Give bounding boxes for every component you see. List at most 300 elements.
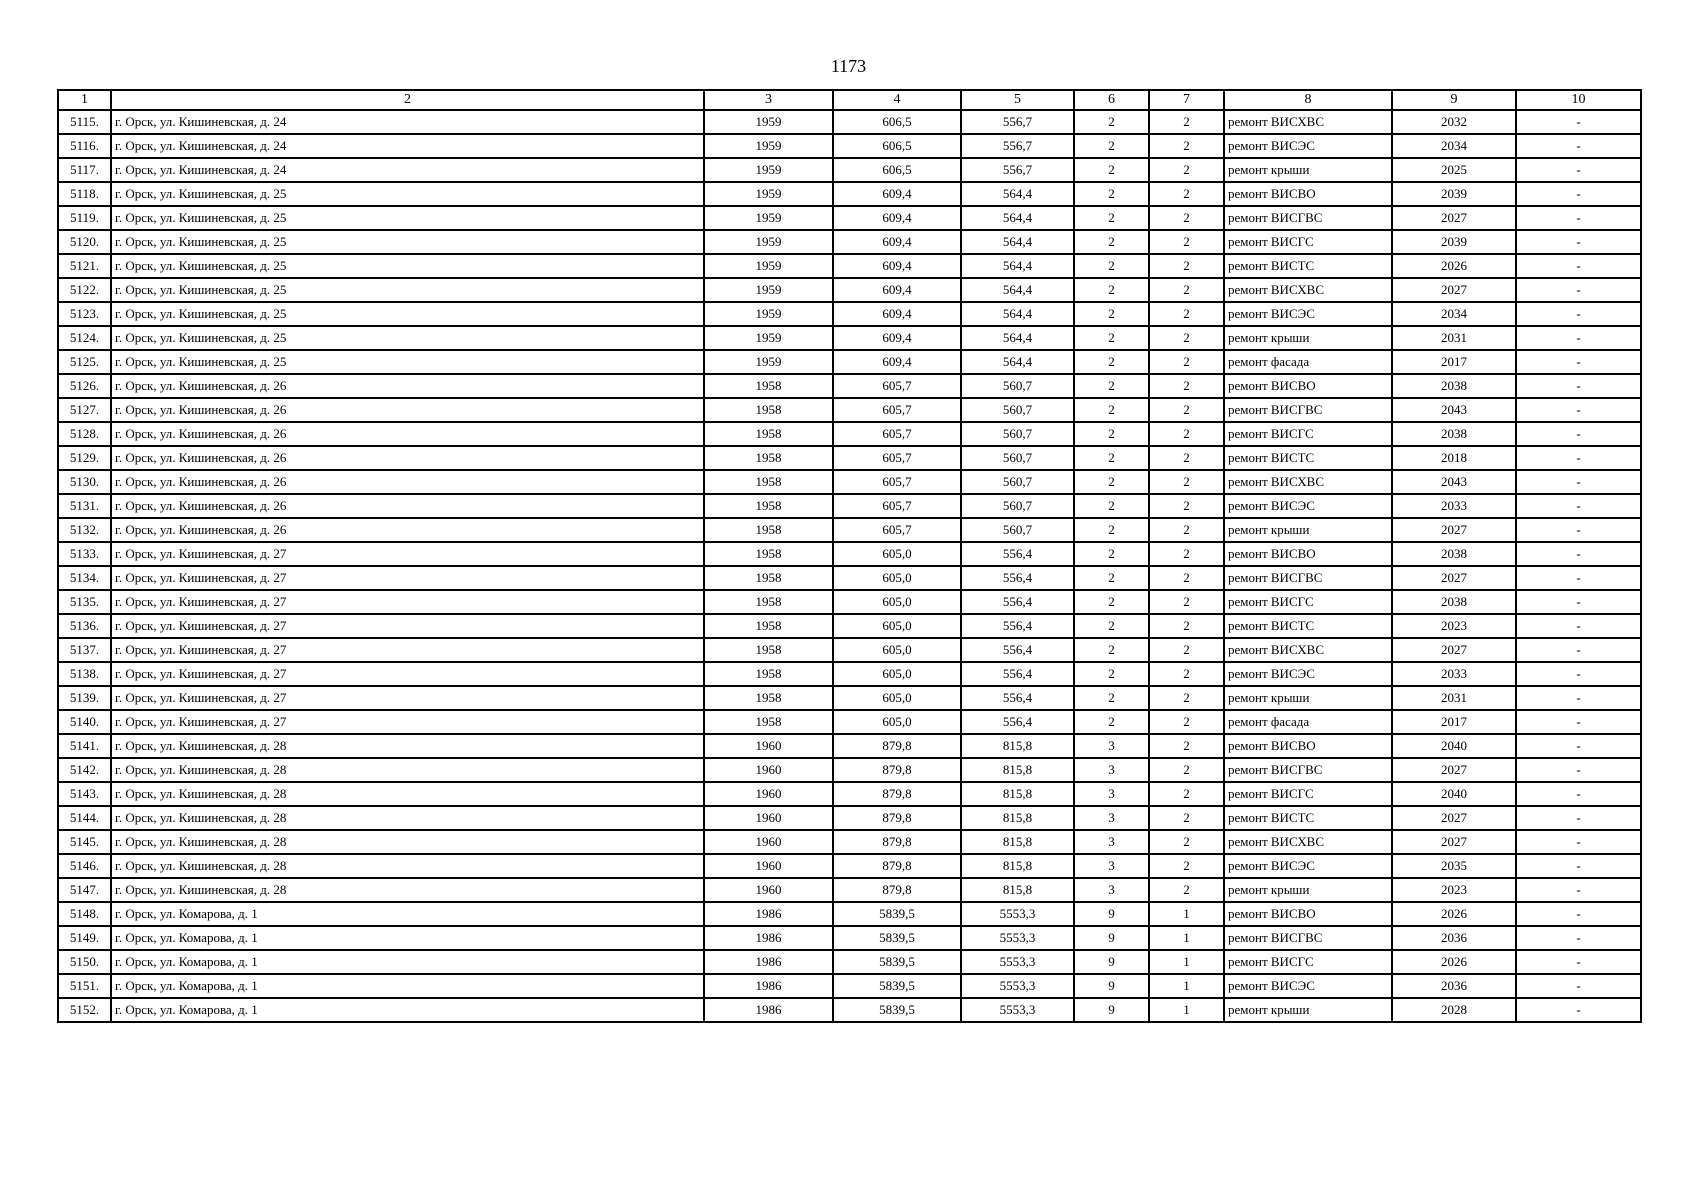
note-cell: -	[1516, 638, 1641, 662]
living-area-cell: 815,8	[961, 854, 1074, 878]
total-area-cell: 5839,5	[833, 950, 961, 974]
column-header-1: 1	[58, 90, 111, 110]
floors-cell: 3	[1074, 782, 1149, 806]
floors-cell: 3	[1074, 878, 1149, 902]
floors-cell: 2	[1074, 638, 1149, 662]
note-cell: -	[1516, 590, 1641, 614]
living-area-cell: 564,4	[961, 302, 1074, 326]
entrances-cell: 2	[1149, 158, 1224, 182]
row-number-cell: 5130.	[58, 470, 111, 494]
floors-cell: 9	[1074, 926, 1149, 950]
year-cell: 1959	[704, 158, 833, 182]
year-cell: 1959	[704, 254, 833, 278]
row-number-cell: 5147.	[58, 878, 111, 902]
table-row	[58, 326, 1641, 350]
floors-cell: 9	[1074, 950, 1149, 974]
entrances-cell: 2	[1149, 230, 1224, 254]
table-row	[58, 974, 1641, 998]
planned-year-cell: 2027	[1392, 830, 1516, 854]
work-type-cell: ремонт ВИСТС	[1224, 806, 1392, 830]
floors-cell: 2	[1074, 134, 1149, 158]
entrances-cell: 2	[1149, 662, 1224, 686]
floors-cell: 3	[1074, 854, 1149, 878]
total-area-cell: 879,8	[833, 734, 961, 758]
total-area-cell: 605,7	[833, 398, 961, 422]
table-row	[58, 878, 1641, 902]
work-type-cell: ремонт ВИСГС	[1224, 230, 1392, 254]
year-cell: 1960	[704, 854, 833, 878]
living-area-cell: 564,4	[961, 206, 1074, 230]
planned-year-cell: 2017	[1392, 350, 1516, 374]
note-cell: -	[1516, 446, 1641, 470]
total-area-cell: 605,0	[833, 662, 961, 686]
floors-cell: 3	[1074, 734, 1149, 758]
planned-year-cell: 2017	[1392, 710, 1516, 734]
table-row	[58, 950, 1641, 974]
year-cell: 1986	[704, 926, 833, 950]
total-area-cell: 879,8	[833, 758, 961, 782]
column-header-2: 2	[111, 90, 704, 110]
planned-year-cell: 2038	[1392, 590, 1516, 614]
living-area-cell: 564,4	[961, 230, 1074, 254]
entrances-cell: 1	[1149, 974, 1224, 998]
living-area-cell: 815,8	[961, 878, 1074, 902]
row-number-cell: 5139.	[58, 686, 111, 710]
address-cell: г. Орск, ул. Кишиневская, д. 26	[111, 374, 704, 398]
note-cell: -	[1516, 470, 1641, 494]
work-type-cell: ремонт ВИСГС	[1224, 590, 1392, 614]
note-cell: -	[1516, 614, 1641, 638]
row-number-cell: 5119.	[58, 206, 111, 230]
entrances-cell: 2	[1149, 854, 1224, 878]
note-cell: -	[1516, 950, 1641, 974]
entrances-cell: 2	[1149, 518, 1224, 542]
table-row	[58, 806, 1641, 830]
planned-year-cell: 2038	[1392, 374, 1516, 398]
note-cell: -	[1516, 686, 1641, 710]
planned-year-cell: 2033	[1392, 662, 1516, 686]
entrances-cell: 2	[1149, 134, 1224, 158]
work-type-cell: ремонт фасада	[1224, 710, 1392, 734]
planned-year-cell: 2028	[1392, 998, 1516, 1022]
address-cell: г. Орск, ул. Кишиневская, д. 28	[111, 878, 704, 902]
year-cell: 1958	[704, 470, 833, 494]
planned-year-cell: 2043	[1392, 470, 1516, 494]
note-cell: -	[1516, 566, 1641, 590]
row-number-cell: 5150.	[58, 950, 111, 974]
address-cell: г. Орск, ул. Комарова, д. 1	[111, 950, 704, 974]
entrances-cell: 2	[1149, 878, 1224, 902]
living-area-cell: 556,4	[961, 638, 1074, 662]
total-area-cell: 606,5	[833, 110, 961, 134]
total-area-cell: 605,7	[833, 422, 961, 446]
table-row	[58, 614, 1641, 638]
total-area-cell: 609,4	[833, 206, 961, 230]
total-area-cell: 605,0	[833, 614, 961, 638]
row-number-cell: 5145.	[58, 830, 111, 854]
note-cell: -	[1516, 350, 1641, 374]
work-type-cell: ремонт ВИСВО	[1224, 902, 1392, 926]
entrances-cell: 2	[1149, 734, 1224, 758]
address-cell: г. Орск, ул. Кишиневская, д. 28	[111, 734, 704, 758]
address-cell: г. Орск, ул. Кишиневская, д. 25	[111, 230, 704, 254]
living-area-cell: 556,7	[961, 158, 1074, 182]
total-area-cell: 879,8	[833, 782, 961, 806]
work-type-cell: ремонт ВИСГС	[1224, 422, 1392, 446]
total-area-cell: 609,4	[833, 302, 961, 326]
living-area-cell: 5553,3	[961, 902, 1074, 926]
note-cell: -	[1516, 806, 1641, 830]
entrances-cell: 1	[1149, 998, 1224, 1022]
living-area-cell: 556,4	[961, 566, 1074, 590]
note-cell: -	[1516, 254, 1641, 278]
entrances-cell: 2	[1149, 638, 1224, 662]
living-area-cell: 556,4	[961, 662, 1074, 686]
entrances-cell: 1	[1149, 926, 1224, 950]
note-cell: -	[1516, 110, 1641, 134]
row-number-cell: 5136.	[58, 614, 111, 638]
entrances-cell: 2	[1149, 254, 1224, 278]
address-cell: г. Орск, ул. Кишиневская, д. 28	[111, 854, 704, 878]
total-area-cell: 605,0	[833, 710, 961, 734]
floors-cell: 9	[1074, 998, 1149, 1022]
planned-year-cell: 2027	[1392, 638, 1516, 662]
table-row	[58, 590, 1641, 614]
living-area-cell: 815,8	[961, 806, 1074, 830]
planned-year-cell: 2023	[1392, 614, 1516, 638]
floors-cell: 2	[1074, 110, 1149, 134]
year-cell: 1960	[704, 782, 833, 806]
year-cell: 1960	[704, 806, 833, 830]
address-cell: г. Орск, ул. Кишиневская, д. 28	[111, 758, 704, 782]
row-number-cell: 5115.	[58, 110, 111, 134]
address-cell: г. Орск, ул. Кишиневская, д. 27	[111, 566, 704, 590]
entrances-cell: 2	[1149, 686, 1224, 710]
row-number-cell: 5132.	[58, 518, 111, 542]
living-area-cell: 564,4	[961, 326, 1074, 350]
work-type-cell: ремонт крыши	[1224, 518, 1392, 542]
note-cell: -	[1516, 518, 1641, 542]
year-cell: 1960	[704, 830, 833, 854]
table-row	[58, 182, 1641, 206]
year-cell: 1958	[704, 494, 833, 518]
floors-cell: 2	[1074, 470, 1149, 494]
work-type-cell: ремонт ВИСЭС	[1224, 974, 1392, 998]
note-cell: -	[1516, 278, 1641, 302]
total-area-cell: 605,0	[833, 638, 961, 662]
table-row	[58, 422, 1641, 446]
page-number: 1173	[830, 56, 867, 76]
year-cell: 1958	[704, 662, 833, 686]
planned-year-cell: 2032	[1392, 110, 1516, 134]
floors-cell: 2	[1074, 326, 1149, 350]
planned-year-cell: 2039	[1392, 230, 1516, 254]
work-type-cell: ремонт ВИСГВС	[1224, 926, 1392, 950]
entrances-cell: 2	[1149, 278, 1224, 302]
row-number-cell: 5133.	[58, 542, 111, 566]
address-cell: г. Орск, ул. Кишиневская, д. 26	[111, 518, 704, 542]
work-type-cell: ремонт ВИСХВС	[1224, 638, 1392, 662]
address-cell: г. Орск, ул. Комарова, д. 1	[111, 974, 704, 998]
living-area-cell: 5553,3	[961, 974, 1074, 998]
entrances-cell: 2	[1149, 614, 1224, 638]
address-cell: г. Орск, ул. Кишиневская, д. 26	[111, 470, 704, 494]
planned-year-cell: 2034	[1392, 134, 1516, 158]
total-area-cell: 605,0	[833, 590, 961, 614]
table-row	[58, 710, 1641, 734]
column-header-10: 10	[1516, 90, 1641, 110]
row-number-cell: 5152.	[58, 998, 111, 1022]
row-number-cell: 5120.	[58, 230, 111, 254]
floors-cell: 2	[1074, 686, 1149, 710]
planned-year-cell: 2043	[1392, 398, 1516, 422]
address-cell: г. Орск, ул. Кишиневская, д. 27	[111, 542, 704, 566]
total-area-cell: 879,8	[833, 806, 961, 830]
work-type-cell: ремонт ВИСГВС	[1224, 206, 1392, 230]
planned-year-cell: 2018	[1392, 446, 1516, 470]
note-cell: -	[1516, 374, 1641, 398]
note-cell: -	[1516, 158, 1641, 182]
total-area-cell: 5839,5	[833, 902, 961, 926]
year-cell: 1959	[704, 278, 833, 302]
living-area-cell: 5553,3	[961, 998, 1074, 1022]
work-type-cell: ремонт крыши	[1224, 998, 1392, 1022]
note-cell: -	[1516, 878, 1641, 902]
floors-cell: 2	[1074, 494, 1149, 518]
year-cell: 1960	[704, 878, 833, 902]
note-cell: -	[1516, 398, 1641, 422]
total-area-cell: 609,4	[833, 278, 961, 302]
planned-year-cell: 2026	[1392, 254, 1516, 278]
table-row	[58, 854, 1641, 878]
note-cell: -	[1516, 974, 1641, 998]
total-area-cell: 606,5	[833, 158, 961, 182]
table-row	[58, 926, 1641, 950]
living-area-cell: 560,7	[961, 518, 1074, 542]
planned-year-cell: 2027	[1392, 206, 1516, 230]
work-type-cell: ремонт ВИСВО	[1224, 542, 1392, 566]
note-cell: -	[1516, 134, 1641, 158]
work-type-cell: ремонт ВИСГВС	[1224, 398, 1392, 422]
entrances-cell: 2	[1149, 302, 1224, 326]
address-cell: г. Орск, ул. Кишиневская, д. 25	[111, 182, 704, 206]
work-type-cell: ремонт ВИСГВС	[1224, 758, 1392, 782]
living-area-cell: 564,4	[961, 254, 1074, 278]
year-cell: 1958	[704, 518, 833, 542]
note-cell: -	[1516, 926, 1641, 950]
floors-cell: 3	[1074, 758, 1149, 782]
floors-cell: 2	[1074, 662, 1149, 686]
address-cell: г. Орск, ул. Кишиневская, д. 27	[111, 710, 704, 734]
note-cell: -	[1516, 998, 1641, 1022]
living-area-cell: 556,4	[961, 542, 1074, 566]
row-number-cell: 5149.	[58, 926, 111, 950]
floors-cell: 2	[1074, 398, 1149, 422]
floors-cell: 2	[1074, 446, 1149, 470]
entrances-cell: 2	[1149, 446, 1224, 470]
note-cell: -	[1516, 758, 1641, 782]
address-cell: г. Орск, ул. Кишиневская, д. 27	[111, 614, 704, 638]
entrances-cell: 2	[1149, 110, 1224, 134]
entrances-cell: 2	[1149, 758, 1224, 782]
entrances-cell: 2	[1149, 398, 1224, 422]
living-area-cell: 560,7	[961, 446, 1074, 470]
work-type-cell: ремонт ВИСЭС	[1224, 134, 1392, 158]
floors-cell: 2	[1074, 614, 1149, 638]
work-type-cell: ремонт ВИСХВС	[1224, 470, 1392, 494]
row-number-cell: 5141.	[58, 734, 111, 758]
living-area-cell: 556,4	[961, 590, 1074, 614]
table-row	[58, 662, 1641, 686]
work-type-cell: ремонт ВИСВО	[1224, 374, 1392, 398]
work-type-cell: ремонт крыши	[1224, 326, 1392, 350]
planned-year-cell: 2027	[1392, 806, 1516, 830]
note-cell: -	[1516, 422, 1641, 446]
table-row	[58, 998, 1641, 1022]
living-area-cell: 564,4	[961, 350, 1074, 374]
row-number-cell: 5126.	[58, 374, 111, 398]
row-number-cell: 5134.	[58, 566, 111, 590]
work-type-cell: ремонт крыши	[1224, 878, 1392, 902]
planned-year-cell: 2036	[1392, 974, 1516, 998]
total-area-cell: 879,8	[833, 878, 961, 902]
year-cell: 1958	[704, 398, 833, 422]
year-cell: 1958	[704, 566, 833, 590]
table-body	[58, 110, 1641, 1022]
total-area-cell: 5839,5	[833, 926, 961, 950]
row-number-cell: 5117.	[58, 158, 111, 182]
planned-year-cell: 2031	[1392, 686, 1516, 710]
address-cell: г. Орск, ул. Кишиневская, д. 25	[111, 302, 704, 326]
floors-cell: 2	[1074, 350, 1149, 374]
total-area-cell: 879,8	[833, 854, 961, 878]
living-area-cell: 5553,3	[961, 950, 1074, 974]
floors-cell: 2	[1074, 278, 1149, 302]
work-type-cell: ремонт ВИСЭС	[1224, 494, 1392, 518]
entrances-cell: 2	[1149, 566, 1224, 590]
year-cell: 1958	[704, 638, 833, 662]
planned-year-cell: 2031	[1392, 326, 1516, 350]
table-row	[58, 446, 1641, 470]
planned-year-cell: 2038	[1392, 542, 1516, 566]
living-area-cell: 560,7	[961, 422, 1074, 446]
table-row	[58, 638, 1641, 662]
living-area-cell: 815,8	[961, 782, 1074, 806]
planned-year-cell: 2025	[1392, 158, 1516, 182]
entrances-cell: 2	[1149, 470, 1224, 494]
year-cell: 1958	[704, 374, 833, 398]
floors-cell: 9	[1074, 902, 1149, 926]
note-cell: -	[1516, 662, 1641, 686]
note-cell: -	[1516, 230, 1641, 254]
table-header-row	[58, 90, 1641, 110]
table-row	[58, 374, 1641, 398]
total-area-cell: 609,4	[833, 254, 961, 278]
row-number-cell: 5131.	[58, 494, 111, 518]
row-number-cell: 5128.	[58, 422, 111, 446]
planned-year-cell: 2038	[1392, 422, 1516, 446]
address-cell: г. Орск, ул. Комарова, д. 1	[111, 926, 704, 950]
work-type-cell: ремонт ВИСЭС	[1224, 662, 1392, 686]
table-row	[58, 398, 1641, 422]
total-area-cell: 609,4	[833, 230, 961, 254]
floors-cell: 2	[1074, 542, 1149, 566]
address-cell: г. Орск, ул. Кишиневская, д. 26	[111, 398, 704, 422]
year-cell: 1959	[704, 350, 833, 374]
living-area-cell: 556,7	[961, 110, 1074, 134]
planned-year-cell: 2027	[1392, 758, 1516, 782]
column-header-3: 3	[704, 90, 833, 110]
table-row	[58, 542, 1641, 566]
living-area-cell: 815,8	[961, 830, 1074, 854]
year-cell: 1958	[704, 446, 833, 470]
living-area-cell: 564,4	[961, 182, 1074, 206]
total-area-cell: 879,8	[833, 830, 961, 854]
living-area-cell: 564,4	[961, 278, 1074, 302]
living-area-cell: 5553,3	[961, 926, 1074, 950]
work-type-cell: ремонт ВИСТС	[1224, 446, 1392, 470]
row-number-cell: 5125.	[58, 350, 111, 374]
year-cell: 1959	[704, 230, 833, 254]
year-cell: 1958	[704, 614, 833, 638]
row-number-cell: 5121.	[58, 254, 111, 278]
work-type-cell: ремонт ВИСВО	[1224, 734, 1392, 758]
table-row	[58, 830, 1641, 854]
total-area-cell: 5839,5	[833, 974, 961, 998]
note-cell: -	[1516, 494, 1641, 518]
row-number-cell: 5151.	[58, 974, 111, 998]
entrances-cell: 2	[1149, 422, 1224, 446]
row-number-cell: 5138.	[58, 662, 111, 686]
floors-cell: 2	[1074, 254, 1149, 278]
floors-cell: 9	[1074, 974, 1149, 998]
planned-year-cell: 2027	[1392, 566, 1516, 590]
planned-year-cell: 2040	[1392, 734, 1516, 758]
address-cell: г. Орск, ул. Кишиневская, д. 25	[111, 254, 704, 278]
floors-cell: 2	[1074, 566, 1149, 590]
floors-cell: 2	[1074, 710, 1149, 734]
address-cell: г. Орск, ул. Кишиневская, д. 25	[111, 350, 704, 374]
living-area-cell: 556,7	[961, 134, 1074, 158]
table-row	[58, 206, 1641, 230]
address-cell: г. Орск, ул. Кишиневская, д. 25	[111, 278, 704, 302]
entrances-cell: 2	[1149, 494, 1224, 518]
floors-cell: 3	[1074, 830, 1149, 854]
row-number-cell: 5148.	[58, 902, 111, 926]
row-number-cell: 5116.	[58, 134, 111, 158]
planned-year-cell: 2023	[1392, 878, 1516, 902]
address-cell: г. Орск, ул. Кишиневская, д. 26	[111, 422, 704, 446]
address-cell: г. Орск, ул. Кишиневская, д. 27	[111, 590, 704, 614]
year-cell: 1958	[704, 590, 833, 614]
row-number-cell: 5124.	[58, 326, 111, 350]
planned-year-cell: 2027	[1392, 518, 1516, 542]
year-cell: 1986	[704, 950, 833, 974]
address-cell: г. Орск, ул. Кишиневская, д. 24	[111, 110, 704, 134]
year-cell: 1960	[704, 734, 833, 758]
work-type-cell: ремонт крыши	[1224, 158, 1392, 182]
work-type-cell: ремонт ВИСГС	[1224, 950, 1392, 974]
entrances-cell: 2	[1149, 326, 1224, 350]
living-area-cell: 560,7	[961, 494, 1074, 518]
planned-year-cell: 2027	[1392, 278, 1516, 302]
table-row	[58, 494, 1641, 518]
total-area-cell: 605,7	[833, 494, 961, 518]
total-area-cell: 605,7	[833, 374, 961, 398]
address-cell: г. Орск, ул. Кишиневская, д. 26	[111, 494, 704, 518]
planned-year-cell: 2040	[1392, 782, 1516, 806]
year-cell: 1958	[704, 422, 833, 446]
